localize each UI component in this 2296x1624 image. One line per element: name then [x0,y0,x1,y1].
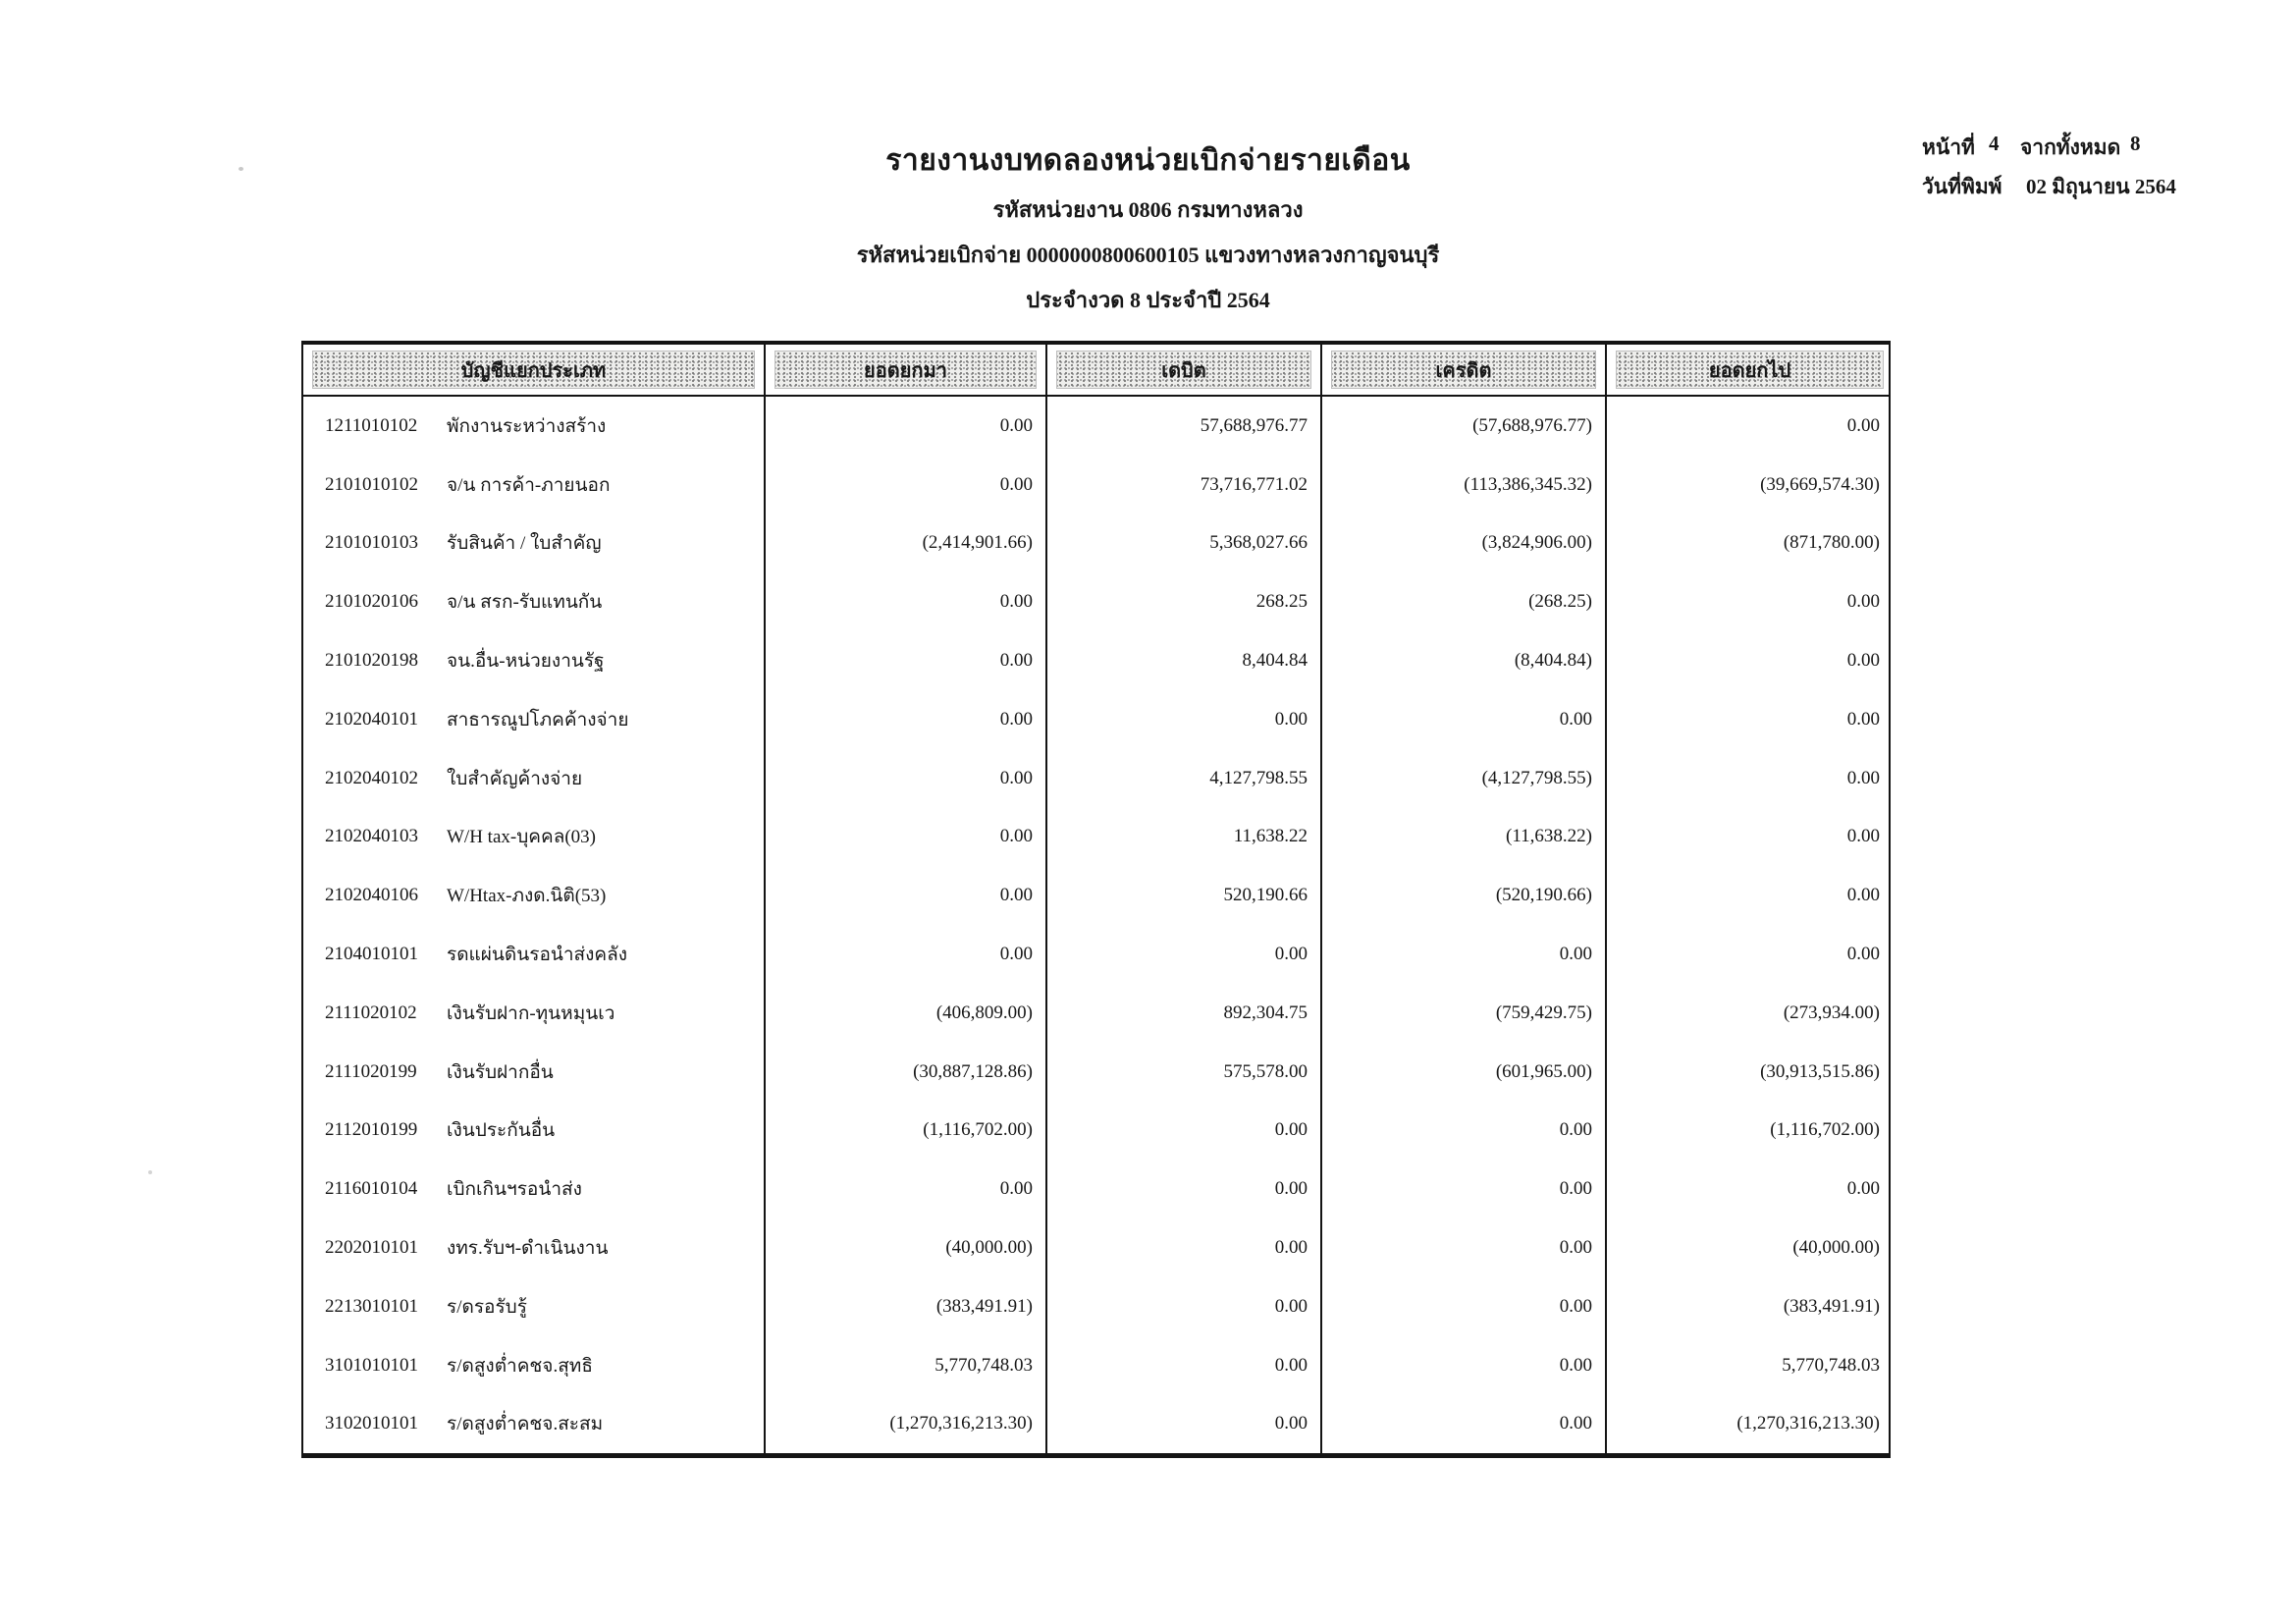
credit-cell [1322,514,1607,573]
account-cell [303,1277,766,1336]
table-row [303,808,1889,867]
balance-cell [1607,1336,1893,1395]
balance-cell [1607,866,1893,925]
header-carry-forward-column [766,345,1047,395]
debit-value: 0.00 [1274,1354,1308,1376]
debit-value: 8,404.84 [1242,650,1308,672]
credit-value: 0.00 [1559,708,1592,730]
account-name: ร/ดสูงต่ำคชจ.สะสม [447,1414,604,1435]
debit-value: 0.00 [1274,944,1308,965]
total-pages-value: 8 [2130,132,2141,155]
debit-cell [1047,514,1322,573]
header-account-column [303,345,766,395]
carry-forward-cell [766,572,1047,631]
table-row [303,690,1889,749]
balance-cell [1607,1277,1893,1336]
table-row [303,1395,1889,1454]
credit-cell [1322,572,1607,631]
credit-value: (57,688,976.77) [1472,414,1592,436]
header-credit-column [1322,345,1607,395]
debit-value: 0.00 [1274,1119,1308,1141]
credit-cell [1322,1102,1607,1161]
carry-forward-value: 0.00 [999,944,1033,965]
credit-value: 0.00 [1559,1237,1592,1259]
account-code: 3102010101 [325,1413,418,1435]
account-cell [303,397,766,456]
credit-cell [1322,397,1607,456]
account-cell [303,925,766,984]
account-code: 2102040103 [325,826,418,847]
account-code: 2112010199 [325,1119,418,1141]
account-name: เงินรับฝากอื่น [447,1061,554,1083]
debit-value: 520,190.66 [1223,885,1308,906]
carry-forward-value: 0.00 [999,414,1033,436]
debit-value: 11,638.22 [1233,826,1308,847]
carry-forward-cell [766,1336,1047,1395]
header-account-label: บัญชีแยกประเภท [460,359,607,382]
credit-value: 0.00 [1559,1354,1592,1376]
account-code: 2101020198 [325,650,418,672]
debit-cell [1047,631,1322,690]
account-code: 2104010101 [325,944,418,965]
debit-cell [1047,1218,1322,1277]
balance-value: (871,780.00) [1783,532,1880,554]
balance-cell [1607,749,1893,808]
balance-cell [1607,808,1893,867]
debit-cell [1047,925,1322,984]
carry-forward-value: (2,414,901.66) [922,532,1033,554]
account-code: 2116010104 [325,1178,418,1200]
account-name: จ/น สรก-รับแทนกัน [447,592,603,614]
credit-value: (520,190.66) [1495,885,1592,906]
table-row [303,866,1889,925]
debit-value: 0.00 [1274,1237,1308,1259]
account-cell [303,690,766,749]
table-header-row [301,341,1891,397]
disbursement-unit-line: รหัสหน่วยเบิกจ่าย 0000000800600105 แขวงทางหลวงกาญจนบุรี [856,243,1440,267]
credit-cell [1322,1277,1607,1336]
header-credit-label: เครดิต [1435,359,1492,382]
account-name: ใบสำคัญค้างจ่าย [447,768,583,789]
credit-cell [1322,456,1607,514]
carry-forward-cell [766,1277,1047,1336]
table-row [303,514,1889,573]
debit-cell [1047,397,1322,456]
header-balance-column [1607,345,1893,395]
debit-value: 0.00 [1274,708,1308,730]
account-name: ร/ดสูงต่ำคชจ.สุทธิ [447,1355,593,1377]
table-row [303,1277,1889,1336]
debit-cell [1047,984,1322,1043]
credit-cell [1322,1043,1607,1102]
debit-cell [1047,749,1322,808]
debit-cell [1047,1277,1322,1336]
account-cell [303,514,766,573]
balance-value: 0.00 [1846,708,1880,730]
carry-forward-value: 0.00 [999,767,1033,788]
balance-cell [1607,1160,1893,1218]
credit-value: 0.00 [1559,1295,1592,1317]
debit-value: 5,368,027.66 [1209,532,1308,554]
header-debit-column [1047,345,1322,395]
credit-value: 0.00 [1559,1413,1592,1435]
carry-forward-value: 0.00 [999,826,1033,847]
account-cell [303,1102,766,1161]
carry-forward-value: 0.00 [999,1178,1033,1200]
account-name: เงินรับฝาก-ทุนหมุนเว [447,1002,615,1024]
account-cell [303,1043,766,1102]
debit-cell [1047,1395,1322,1454]
account-cell [303,1160,766,1218]
debit-value: 0.00 [1274,1295,1308,1317]
credit-value: 0.00 [1559,944,1592,965]
carry-forward-value: (383,491.91) [935,1295,1033,1317]
account-code: 2213010101 [325,1295,418,1317]
balance-cell [1607,397,1893,456]
carry-forward-cell [766,866,1047,925]
balance-value: (383,491.91) [1783,1295,1880,1317]
account-cell [303,1395,766,1454]
page-title: รายงานงบทดลองหน่วยเบิกจ่ายรายเดือน [885,144,1411,177]
carry-forward-cell [766,456,1047,514]
debit-cell [1047,690,1322,749]
debit-value: 268.25 [1255,591,1308,613]
debit-cell [1047,1160,1322,1218]
header-debit-label: เดบิต [1161,359,1206,382]
account-name: ร/ดรอรับรู้ [447,1296,527,1318]
credit-cell [1322,1336,1607,1395]
credit-value: 0.00 [1559,1178,1592,1200]
scan-speck [148,1170,152,1174]
account-code: 2101010103 [325,532,418,554]
credit-value: (8,404.84) [1514,650,1592,672]
carry-forward-cell [766,690,1047,749]
carry-forward-cell [766,397,1047,456]
credit-value: 0.00 [1559,1119,1592,1141]
balance-value: (1,116,702.00) [1770,1119,1880,1141]
carry-forward-cell [766,1102,1047,1161]
balance-value: 0.00 [1846,1178,1880,1200]
balance-cell [1607,1043,1893,1102]
account-name: รับสินค้า / ใบสำคัญ [447,533,602,555]
credit-cell [1322,749,1607,808]
debit-value: 892,304.75 [1223,1001,1308,1023]
carry-forward-cell [766,1395,1047,1454]
carry-forward-cell [766,1218,1047,1277]
account-name: จน.อื่น-หน่วยงานรัฐ [447,651,605,673]
account-cell [303,984,766,1043]
balance-cell [1607,631,1893,690]
carry-forward-value: (1,116,702.00) [923,1119,1033,1141]
table-row [303,456,1889,514]
debit-cell [1047,456,1322,514]
balance-value: 0.00 [1846,650,1880,672]
debit-cell [1047,1102,1322,1161]
credit-cell [1322,631,1607,690]
carry-forward-cell [766,808,1047,867]
carry-forward-cell [766,925,1047,984]
credit-value: (113,386,345.32) [1464,473,1592,495]
credit-cell [1322,1218,1607,1277]
balance-cell [1607,1102,1893,1161]
balance-value: (30,913,515.86) [1760,1060,1880,1082]
carry-forward-value: (40,000.00) [945,1237,1033,1259]
table-row [303,925,1889,984]
balance-cell [1607,925,1893,984]
account-name: เงินประกันอื่น [447,1120,556,1142]
table-body [301,397,1891,1458]
table-row [303,572,1889,631]
table-row [303,631,1889,690]
account-cell [303,631,766,690]
account-name: เบิกเกินฯรอนำส่ง [447,1179,582,1201]
debit-cell [1047,1043,1322,1102]
balance-cell [1607,572,1893,631]
account-name: W/H tax-บุคคล(03) [447,827,596,848]
credit-cell [1322,925,1607,984]
carry-forward-value: 0.00 [999,650,1033,672]
balance-value: (40,000.00) [1792,1237,1880,1259]
table-row [303,1218,1889,1277]
table-row [303,397,1889,456]
account-name: งทร.รับฯ-ดำเนินงาน [447,1238,609,1260]
header-carry-forward-label: ยอดยกมา [864,359,947,382]
account-code: 2111020102 [325,1001,417,1023]
account-code: 1211010102 [325,414,418,436]
credit-cell [1322,1160,1607,1218]
debit-cell [1047,808,1322,867]
account-code: 2202010101 [325,1237,418,1259]
account-code: 2111020199 [325,1060,417,1082]
credit-value: (11,638.22) [1506,826,1592,847]
account-cell [303,572,766,631]
debit-value: 0.00 [1274,1178,1308,1200]
carry-forward-cell [766,1160,1047,1218]
table-row [303,984,1889,1043]
print-date-value: 02 มิถุนายน 2564 [2026,175,2176,198]
credit-cell [1322,984,1607,1043]
balance-cell [1607,690,1893,749]
credit-value: (3,824,906.00) [1481,532,1592,554]
balance-value: (1,270,316,213.30) [1736,1413,1880,1435]
balance-cell [1607,1395,1893,1454]
page-number-value: 4 [1989,132,2000,155]
account-cell [303,808,766,867]
balance-value: (273,934.00) [1783,1001,1880,1023]
balance-cell [1607,514,1893,573]
carry-forward-value: 5,770,748.03 [934,1354,1033,1376]
debit-cell [1047,866,1322,925]
account-name: W/Htax-ภงด.นิติ(53) [447,886,607,907]
balance-cell [1607,456,1893,514]
credit-value: (601,965.00) [1495,1060,1592,1082]
account-name: พักงานระหว่างสร้าง [447,415,607,437]
balance-value: 0.00 [1846,591,1880,613]
account-code: 2102040101 [325,708,418,730]
credit-value: (759,429.75) [1495,1001,1592,1023]
account-cell [303,1218,766,1277]
carry-forward-value: (1,270,316,213.30) [889,1413,1033,1435]
account-cell [303,456,766,514]
account-cell [303,1336,766,1395]
page-number-label: หน้าที่ [1922,135,1975,159]
carry-forward-cell [766,1043,1047,1102]
credit-value: (268.25) [1528,591,1592,613]
balance-value: 0.00 [1846,885,1880,906]
carry-forward-value: 0.00 [999,708,1033,730]
balance-value: 5,770,748.03 [1782,1354,1880,1376]
account-cell [303,749,766,808]
balance-value: (39,669,574.30) [1760,473,1880,495]
account-name: รดแผ่นดินรอนำส่งคลัง [447,945,628,966]
credit-cell [1322,808,1607,867]
debit-value: 4,127,798.55 [1209,767,1308,788]
header-balance-label: ยอดยกไป [1708,359,1791,382]
account-name: จ/น การค้า-ภายนอก [447,474,611,496]
table-row [303,1336,1889,1395]
debit-cell [1047,1336,1322,1395]
scan-speck [239,167,243,171]
account-cell [303,866,766,925]
debit-value: 73,716,771.02 [1200,473,1308,495]
carry-forward-cell [766,749,1047,808]
account-code: 2102040106 [325,885,418,906]
total-pages-label: จากทั้งหมด [2020,135,2121,159]
debit-value: 575,578.00 [1223,1060,1308,1082]
account-code: 3101010101 [325,1354,418,1376]
table-row [303,749,1889,808]
table-row [303,1102,1889,1161]
debit-cell [1047,572,1322,631]
account-code: 2102040102 [325,767,418,788]
account-code: 2101020106 [325,591,418,613]
trial-balance-table [301,341,1891,1458]
balance-value: 0.00 [1846,767,1880,788]
debit-value: 0.00 [1274,1413,1308,1435]
carry-forward-value: 0.00 [999,473,1033,495]
carry-forward-value: (406,809.00) [935,1001,1033,1023]
print-date-label: วันที่พิมพ์ [1922,175,2002,198]
account-name: สาธารณูปโภคค้างจ่าย [447,709,629,731]
agency-code-line: รหัสหน่วยงาน 0806 กรมทางหลวง [992,197,1304,222]
carry-forward-cell [766,631,1047,690]
balance-cell [1607,984,1893,1043]
credit-value: (4,127,798.55) [1481,767,1592,788]
credit-cell [1322,690,1607,749]
balance-value: 0.00 [1846,826,1880,847]
carry-forward-cell [766,514,1047,573]
period-line: ประจำงวด 8 ประจำปี 2564 [1026,288,1270,312]
balance-cell [1607,1218,1893,1277]
table-row [303,1043,1889,1102]
carry-forward-value: 0.00 [999,885,1033,906]
table-row [303,1160,1889,1218]
credit-cell [1322,866,1607,925]
credit-cell [1322,1395,1607,1454]
balance-value: 0.00 [1846,944,1880,965]
debit-value: 57,688,976.77 [1200,414,1308,436]
carry-forward-value: (30,887,128.86) [913,1060,1033,1082]
carry-forward-cell [766,984,1047,1043]
account-code: 2101010102 [325,473,418,495]
carry-forward-value: 0.00 [999,591,1033,613]
balance-value: 0.00 [1846,414,1880,436]
